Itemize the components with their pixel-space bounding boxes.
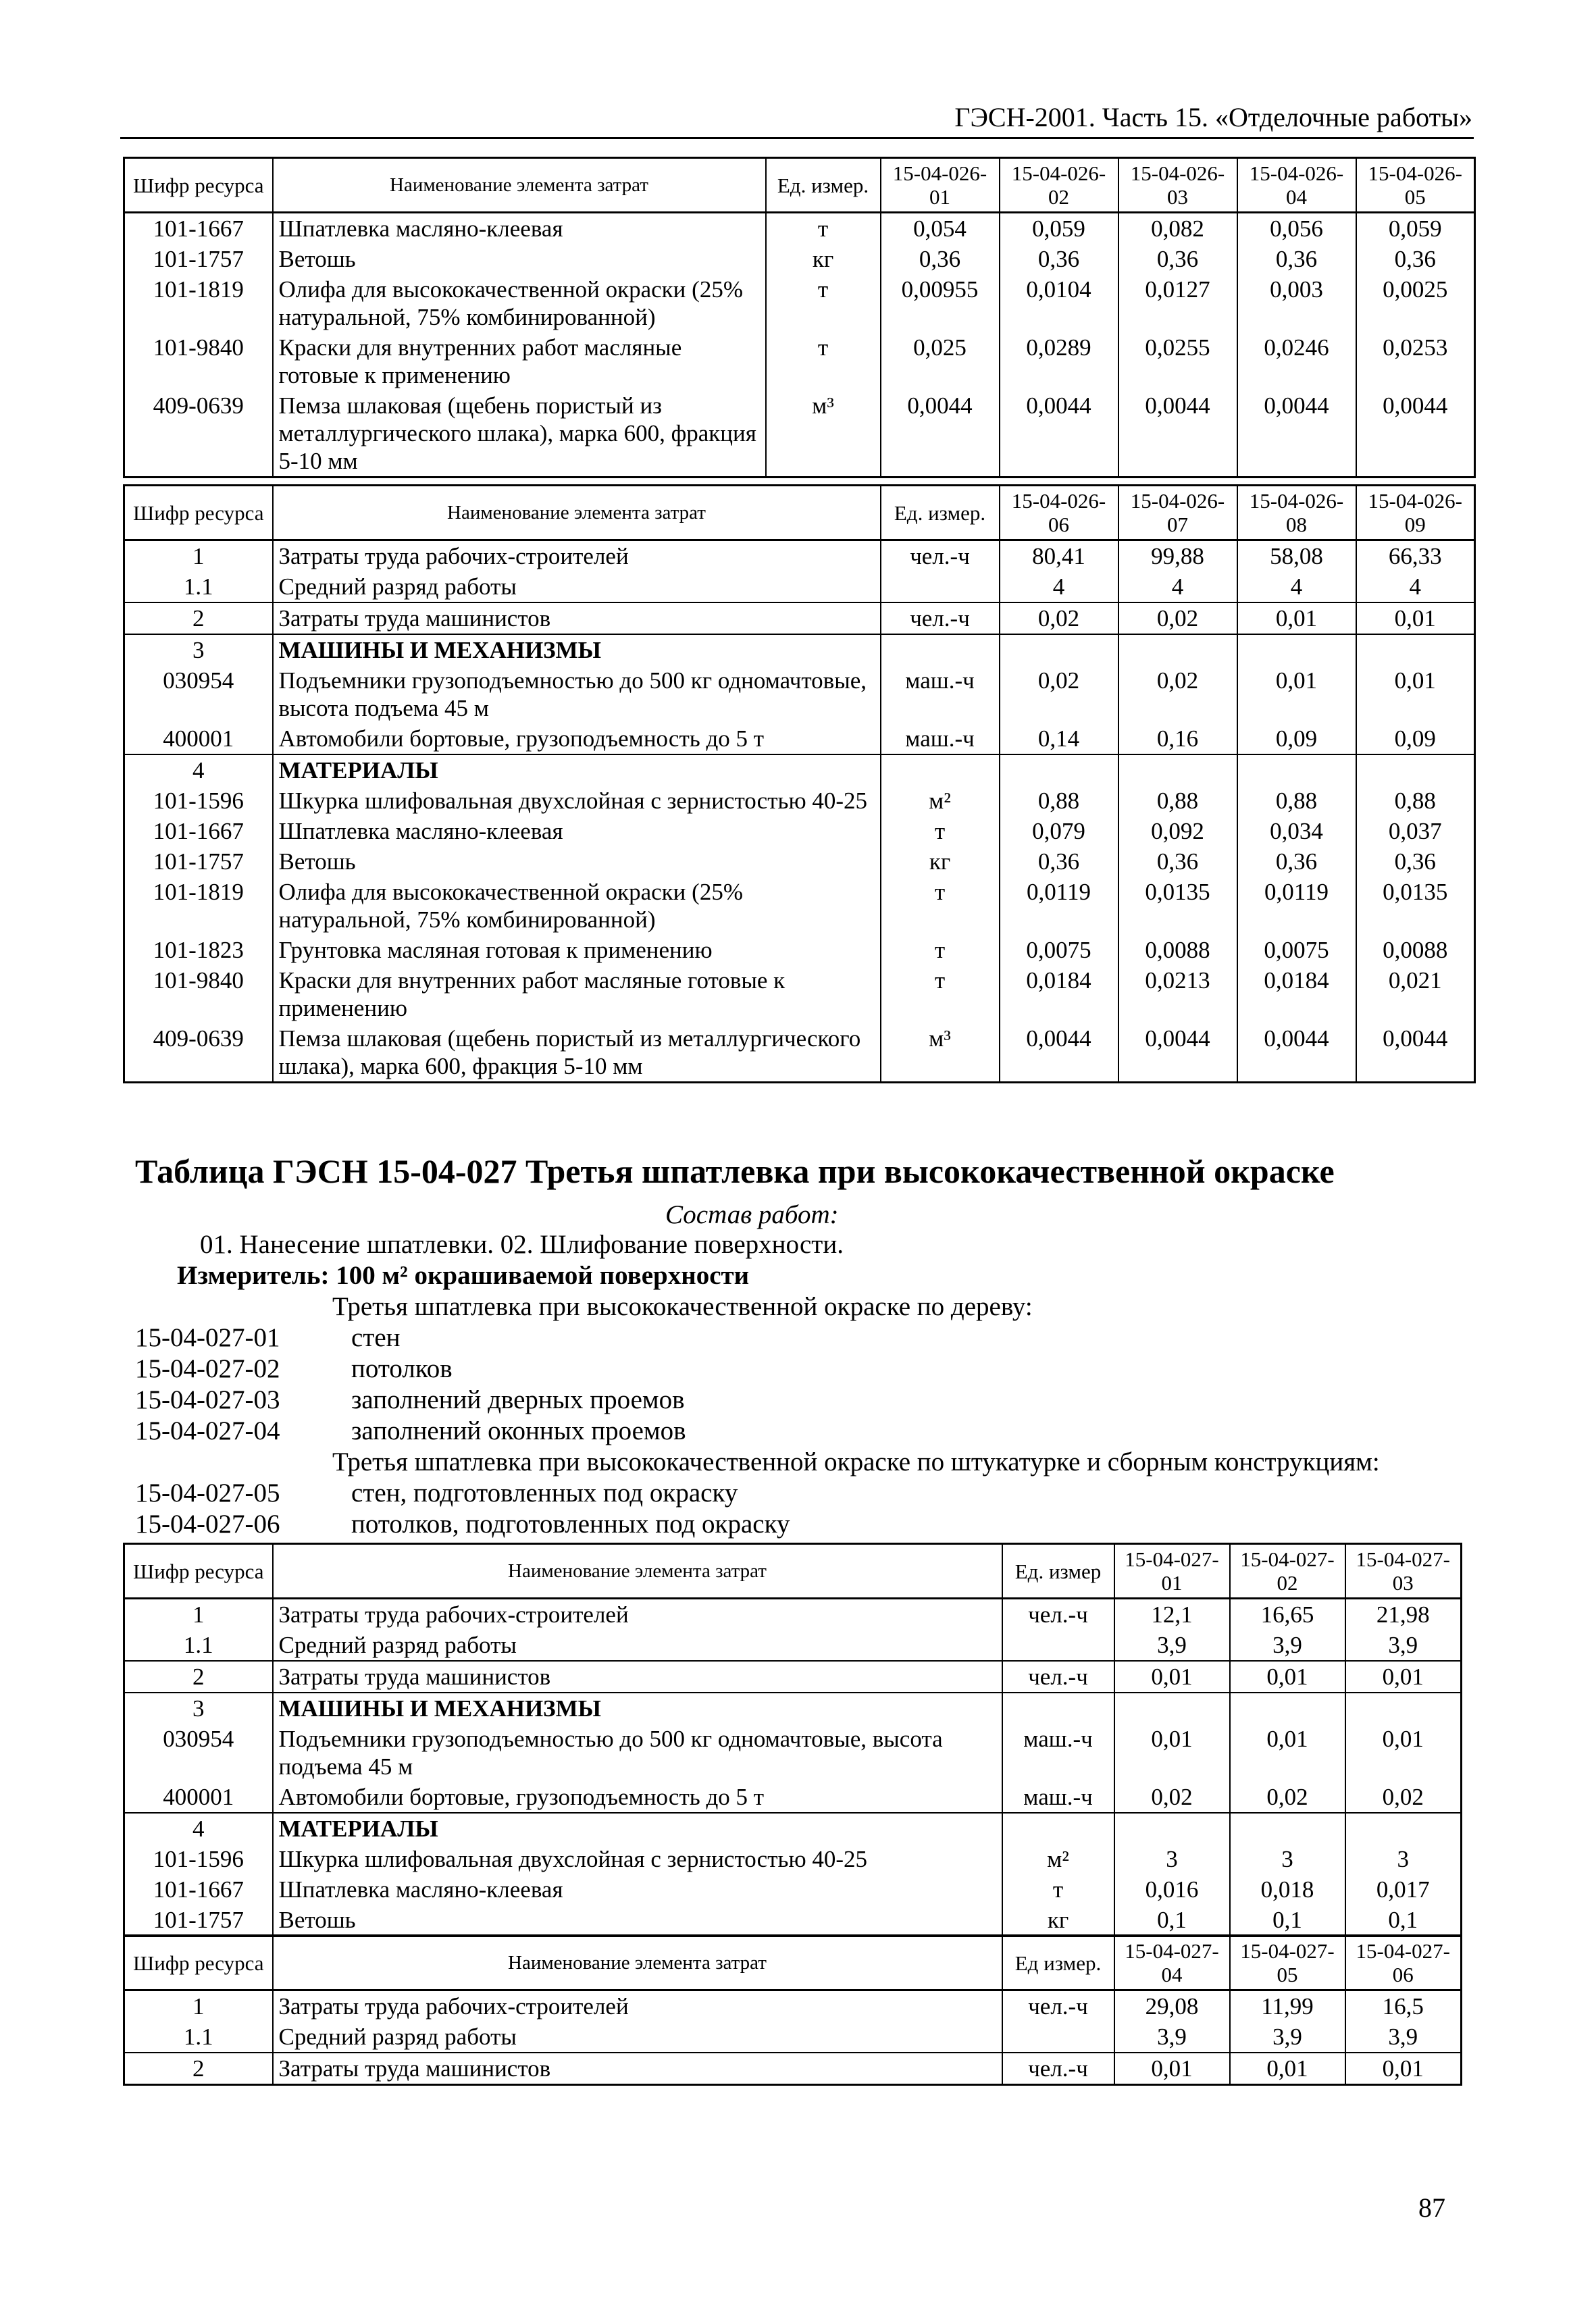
resource-code: 101-1757 bbox=[124, 846, 273, 877]
table-row bbox=[124, 2022, 1462, 2053]
resource-name: Шкурка шлифовальная двухслойная с зернистостью 40-25 bbox=[273, 1844, 1002, 1874]
norm-value: 0,01 bbox=[1356, 602, 1475, 634]
resource-unit: т bbox=[881, 877, 1000, 935]
norm-value: 0,0135 bbox=[1118, 877, 1237, 935]
resource-unit: маш.-ч bbox=[1002, 1782, 1114, 1813]
table-row bbox=[124, 213, 1475, 245]
norm-value: 0,0044 bbox=[881, 390, 1000, 478]
norm-value: 0,0075 bbox=[1000, 935, 1118, 965]
norm-value: 0,054 bbox=[881, 213, 1000, 245]
norm-code: 15-04-027-02 bbox=[135, 1354, 280, 1383]
table-row bbox=[124, 1661, 1462, 1693]
norm-value: 0,01 bbox=[1345, 2053, 1462, 2085]
section-heading: МАТЕРИАЛЫ bbox=[273, 1813, 1002, 1844]
col-header-norm: 15-04-026-03 bbox=[1118, 158, 1237, 213]
norm-value: 16,65 bbox=[1230, 1599, 1345, 1630]
col-header-name: Наименование элемента затрат bbox=[273, 1936, 1002, 1990]
col-header-norm: 15-04-026-09 bbox=[1356, 486, 1475, 540]
norm-value: 0,0025 bbox=[1356, 274, 1475, 332]
table-section-row bbox=[124, 754, 1475, 786]
resource-code: 101-1596 bbox=[124, 1844, 273, 1874]
norm-value: 66,33 bbox=[1356, 540, 1475, 572]
norm-code: 15-04-027-05 bbox=[135, 1479, 280, 1508]
norm-value: 0,0184 bbox=[1000, 965, 1118, 1023]
table-row bbox=[124, 1874, 1462, 1905]
norm-value: 0,01 bbox=[1345, 1661, 1462, 1693]
resource-name: Затраты труда машинистов bbox=[273, 1661, 1002, 1693]
norm-value: 80,41 bbox=[1000, 540, 1118, 572]
resource-name: Затраты труда машинистов bbox=[273, 2053, 1002, 2085]
norm-value: 0,0246 bbox=[1237, 332, 1356, 390]
norm-value: 0,082 bbox=[1118, 213, 1237, 245]
norm-value: 0,36 bbox=[1118, 846, 1237, 877]
resource-code: 3 bbox=[124, 634, 273, 665]
norm-value: 0,092 bbox=[1118, 816, 1237, 846]
resource-unit: м² bbox=[881, 786, 1000, 816]
resource-table-027-01-03 bbox=[123, 1543, 1462, 1937]
col-header-unit: Ед. измер bbox=[1002, 1544, 1114, 1599]
norm-value: 0,36 bbox=[1000, 244, 1118, 274]
col-header-code: Шифр ресурса bbox=[124, 1544, 273, 1599]
resource-unit: кг bbox=[881, 846, 1000, 877]
norm-value: 3,9 bbox=[1114, 1630, 1230, 1661]
resource-name: Затраты труда рабочих-строителей bbox=[273, 540, 881, 572]
resource-code: 101-9840 bbox=[124, 332, 273, 390]
table-row bbox=[124, 540, 1475, 572]
norm-value: 0,36 bbox=[1237, 244, 1356, 274]
norm-value: 0,0119 bbox=[1000, 877, 1118, 935]
resource-name: Шпатлевка масляно-клеевая bbox=[273, 816, 881, 846]
resource-unit: кг bbox=[766, 244, 881, 274]
norm-code: 15-04-027-03 bbox=[135, 1385, 280, 1414]
resource-name: Затраты труда рабочих-строителей bbox=[273, 1990, 1002, 2022]
resource-table-026-01-05 bbox=[123, 157, 1476, 478]
resource-unit: м³ bbox=[881, 1023, 1000, 1083]
col-header-norm: 15-04-027-03 bbox=[1345, 1544, 1462, 1599]
norm-value: 0,0044 bbox=[1000, 1023, 1118, 1083]
col-header-norm: 15-04-026-08 bbox=[1237, 486, 1356, 540]
norm-value: 0,1 bbox=[1345, 1905, 1462, 1936]
norm-value: 0,0119 bbox=[1237, 877, 1356, 935]
norm-value: 0,037 bbox=[1356, 816, 1475, 846]
norm-value: 0,36 bbox=[1118, 244, 1237, 274]
norm-code: 15-04-027-04 bbox=[135, 1416, 280, 1445]
table-section-row bbox=[124, 1693, 1462, 1724]
table-row bbox=[124, 1905, 1462, 1936]
norm-value: 11,99 bbox=[1230, 1990, 1345, 2022]
col-header-name: Наименование элемента затрат bbox=[273, 486, 881, 540]
resource-name: Шкурка шлифовальная двухслойная с зернистостью 40-25 bbox=[273, 786, 881, 816]
norm-value: 0,01 bbox=[1237, 665, 1356, 723]
norm-value: 0,01 bbox=[1345, 1724, 1462, 1782]
resource-unit: т bbox=[766, 213, 881, 245]
norm-value: 0,0075 bbox=[1237, 935, 1356, 965]
resource-code: 101-1757 bbox=[124, 244, 273, 274]
table-row bbox=[124, 274, 1475, 332]
norm-value: 0,034 bbox=[1237, 816, 1356, 846]
norm-value: 21,98 bbox=[1345, 1599, 1462, 1630]
norm-value: 0,88 bbox=[1118, 786, 1237, 816]
table-row bbox=[124, 723, 1475, 754]
table-row bbox=[124, 1724, 1462, 1782]
norm-value: 3,9 bbox=[1114, 2022, 1230, 2053]
col-header-unit: Ед. измер. bbox=[766, 158, 881, 213]
resource-unit: чел.-ч bbox=[881, 540, 1000, 572]
group-heading-plaster: Третья шпатлевка при высококачественной окраске по штукатурке и сборным конструкциям: bbox=[332, 1447, 1380, 1476]
section-heading: МАШИНЫ И МЕХАНИЗМЫ bbox=[273, 634, 881, 665]
table-row bbox=[124, 332, 1475, 390]
norm-value: 0,36 bbox=[1237, 846, 1356, 877]
resource-unit: чел.-ч bbox=[1002, 1990, 1114, 2022]
norm-value: 29,08 bbox=[1114, 1990, 1230, 2022]
resource-code: 101-1757 bbox=[124, 1905, 273, 1936]
norm-value: 0,017 bbox=[1345, 1874, 1462, 1905]
resource-name: Средний разряд работы bbox=[273, 2022, 1002, 2053]
resource-name: Краски для внутренних работ масляные готовые к применению bbox=[273, 965, 881, 1023]
resource-code: 4 bbox=[124, 1813, 273, 1844]
table-row bbox=[124, 665, 1475, 723]
norm-value: 0,0289 bbox=[1000, 332, 1118, 390]
resource-table-026-06-09 bbox=[123, 484, 1476, 1083]
norm-value: 0,0044 bbox=[1356, 390, 1475, 478]
norm-value: 0,025 bbox=[881, 332, 1000, 390]
resource-unit: маш.-ч bbox=[1002, 1724, 1114, 1782]
norm-value: 0,36 bbox=[1356, 244, 1475, 274]
col-header-norm: 15-04-026-01 bbox=[881, 158, 1000, 213]
resource-unit: кг bbox=[1002, 1905, 1114, 1936]
table-row bbox=[124, 786, 1475, 816]
norm-value: 0,01 bbox=[1114, 1724, 1230, 1782]
norm-code: 15-04-027-06 bbox=[135, 1510, 280, 1539]
norm-value: 0,02 bbox=[1114, 1782, 1230, 1813]
table-row bbox=[124, 1023, 1475, 1083]
norm-value: 0,14 bbox=[1000, 723, 1118, 754]
section-heading: МАШИНЫ И МЕХАНИЗМЫ bbox=[273, 1693, 1002, 1724]
resource-name: Олифа для высококачественной окраски (25% натуральной, 75% комбинированной) bbox=[273, 274, 766, 332]
resource-unit: м³ bbox=[766, 390, 881, 478]
norm-value: 0,0104 bbox=[1000, 274, 1118, 332]
resource-name: Ветошь bbox=[273, 846, 881, 877]
resource-name: Затраты труда рабочих-строителей bbox=[273, 1599, 1002, 1630]
table-row bbox=[124, 935, 1475, 965]
resource-unit: т bbox=[881, 816, 1000, 846]
work-operations: 01. Нанесение шпатлевки. 02. Шлифование поверхности. bbox=[200, 1230, 844, 1259]
norm-value: 16,5 bbox=[1345, 1990, 1462, 2022]
table-row bbox=[124, 571, 1475, 602]
resource-code: 2 bbox=[124, 1661, 273, 1693]
table-row bbox=[124, 1990, 1462, 2022]
norm-value: 0,0253 bbox=[1356, 332, 1475, 390]
norm-value: 3 bbox=[1230, 1844, 1345, 1874]
page-number: 87 bbox=[1418, 2192, 1445, 2223]
resource-unit: чел.-ч bbox=[881, 602, 1000, 634]
norm-value: 0,09 bbox=[1237, 723, 1356, 754]
norm-value: 0,01 bbox=[1230, 2053, 1345, 2085]
norm-value: 0,003 bbox=[1237, 274, 1356, 332]
resource-code: 4 bbox=[124, 754, 273, 786]
col-header-norm: 15-04-026-04 bbox=[1237, 158, 1356, 213]
norm-value: 0,01 bbox=[1237, 602, 1356, 634]
resource-code: 101-1667 bbox=[124, 1874, 273, 1905]
resource-unit: т bbox=[1002, 1874, 1114, 1905]
norm-description: потолков, подготовленных под окраску bbox=[351, 1510, 790, 1539]
resource-code: 3 bbox=[124, 1693, 273, 1724]
norm-value: 0,36 bbox=[1356, 846, 1475, 877]
resource-name: Шпатлевка масляно-клеевая bbox=[273, 1874, 1002, 1905]
norm-code: 15-04-027-01 bbox=[135, 1323, 280, 1352]
col-header-norm: 15-04-027-06 bbox=[1345, 1936, 1462, 1990]
col-header-norm: 15-04-027-02 bbox=[1230, 1544, 1345, 1599]
norm-value: 0,36 bbox=[881, 244, 1000, 274]
table-row bbox=[124, 1599, 1462, 1630]
resource-name: Ветошь bbox=[273, 1905, 1002, 1936]
norm-description: заполнений оконных проемов bbox=[351, 1416, 686, 1445]
norm-value: 99,88 bbox=[1118, 540, 1237, 572]
resource-code: 1 bbox=[124, 1990, 273, 2022]
col-header-unit: Ед измер. bbox=[1002, 1936, 1114, 1990]
col-header-code: Шифр ресурса bbox=[124, 158, 273, 213]
resource-name: Шпатлевка масляно-клеевая bbox=[273, 213, 766, 245]
col-header-norm: 15-04-026-05 bbox=[1356, 158, 1475, 213]
resource-unit bbox=[881, 571, 1000, 602]
norm-value: 0,0255 bbox=[1118, 332, 1237, 390]
resource-unit: чел.-ч bbox=[1002, 2053, 1114, 2085]
resource-code: 101-1823 bbox=[124, 935, 273, 965]
norm-value: 0,0127 bbox=[1118, 274, 1237, 332]
col-header-norm: 15-04-027-05 bbox=[1230, 1936, 1345, 1990]
work-composition-label: Состав работ: bbox=[665, 1200, 839, 1229]
norm-value: 0,079 bbox=[1000, 816, 1118, 846]
norm-value: 3,9 bbox=[1345, 2022, 1462, 2053]
norm-value: 0,02 bbox=[1118, 665, 1237, 723]
table-row bbox=[124, 846, 1475, 877]
col-header-norm: 15-04-027-04 bbox=[1114, 1936, 1230, 1990]
resource-table-027-04-06 bbox=[123, 1934, 1462, 2086]
norm-value: 0,36 bbox=[1000, 846, 1118, 877]
resource-name: Автомобили бортовые, грузоподъемность до 5 т bbox=[273, 1782, 1002, 1813]
norm-value: 0,01 bbox=[1114, 2053, 1230, 2085]
resource-code: 400001 bbox=[124, 1782, 273, 1813]
running-header: ГЭСН-2001. Часть 15. «Отделочные работы» bbox=[954, 102, 1472, 132]
resource-code: 1 bbox=[124, 1599, 273, 1630]
norm-value: 3 bbox=[1114, 1844, 1230, 1874]
resource-name: Грунтовка масляная готовая к применению bbox=[273, 935, 881, 965]
resource-code: 409-0639 bbox=[124, 1023, 273, 1083]
resource-code: 030954 bbox=[124, 1724, 273, 1782]
group-heading-wood: Третья шпатлевка при высококачественной окраске по дереву: bbox=[332, 1292, 1033, 1321]
norm-description: потолков bbox=[351, 1354, 453, 1383]
norm-value: 0,02 bbox=[1230, 1782, 1345, 1813]
resource-unit: маш.-ч bbox=[881, 723, 1000, 754]
norm-value: 0,0088 bbox=[1356, 935, 1475, 965]
resource-code: 101-1819 bbox=[124, 877, 273, 935]
norm-value: 58,08 bbox=[1237, 540, 1356, 572]
norm-value: 4 bbox=[1356, 571, 1475, 602]
norm-value: 0,02 bbox=[1000, 602, 1118, 634]
resource-code: 101-1667 bbox=[124, 213, 273, 245]
norm-value: 0,00955 bbox=[881, 274, 1000, 332]
resource-code: 2 bbox=[124, 2053, 273, 2085]
norm-value: 0,01 bbox=[1230, 1661, 1345, 1693]
norm-value: 12,1 bbox=[1114, 1599, 1230, 1630]
norm-value: 0,059 bbox=[1000, 213, 1118, 245]
resource-name: Олифа для высококачественной окраски (25% натуральной, 75% комбинированной) bbox=[273, 877, 881, 935]
resource-unit: т bbox=[881, 965, 1000, 1023]
resource-unit: т bbox=[766, 332, 881, 390]
table-row bbox=[124, 1782, 1462, 1813]
norm-value: 0,0135 bbox=[1356, 877, 1475, 935]
resource-unit: м² bbox=[1002, 1844, 1114, 1874]
resource-unit: т bbox=[766, 274, 881, 332]
norm-value: 0,018 bbox=[1230, 1874, 1345, 1905]
resource-unit: чел.-ч bbox=[1002, 1599, 1114, 1630]
table-section-row bbox=[124, 634, 1475, 665]
norm-value: 3,9 bbox=[1230, 2022, 1345, 2053]
norm-value: 0,1 bbox=[1114, 1905, 1230, 1936]
resource-name: Средний разряд работы bbox=[273, 571, 881, 602]
resource-name: Средний разряд работы bbox=[273, 1630, 1002, 1661]
norm-value: 0,1 bbox=[1230, 1905, 1345, 1936]
norm-value: 3 bbox=[1345, 1844, 1462, 1874]
resource-unit: чел.-ч bbox=[1002, 1661, 1114, 1693]
resource-code: 101-1667 bbox=[124, 816, 273, 846]
norm-description: заполнений дверных проемов bbox=[351, 1385, 685, 1414]
resource-code: 101-9840 bbox=[124, 965, 273, 1023]
table-row bbox=[124, 965, 1475, 1023]
resource-code: 1.1 bbox=[124, 1630, 273, 1661]
col-header-norm: 15-04-026-06 bbox=[1000, 486, 1118, 540]
table-row bbox=[124, 244, 1475, 274]
norm-value: 0,01 bbox=[1114, 1661, 1230, 1693]
table-row bbox=[124, 390, 1475, 478]
norm-value: 3,9 bbox=[1345, 1630, 1462, 1661]
norm-value: 0,88 bbox=[1237, 786, 1356, 816]
norm-value: 4 bbox=[1118, 571, 1237, 602]
resource-code: 1.1 bbox=[124, 2022, 273, 2053]
col-header-norm: 15-04-026-02 bbox=[1000, 158, 1118, 213]
resource-code: 1 bbox=[124, 540, 273, 572]
resource-unit: маш.-ч bbox=[881, 665, 1000, 723]
resource-code: 030954 bbox=[124, 665, 273, 723]
col-header-name: Наименование элемента затрат bbox=[273, 1544, 1002, 1599]
header-rule bbox=[120, 137, 1474, 139]
table-row bbox=[124, 1844, 1462, 1874]
norm-value: 0,0044 bbox=[1237, 390, 1356, 478]
norm-value: 0,0213 bbox=[1118, 965, 1237, 1023]
norm-value: 4 bbox=[1000, 571, 1118, 602]
norm-value: 0,88 bbox=[1000, 786, 1118, 816]
resource-code: 101-1596 bbox=[124, 786, 273, 816]
col-header-unit: Ед. измер. bbox=[881, 486, 1000, 540]
resource-name: Затраты труда машинистов bbox=[273, 602, 881, 634]
norm-value: 4 bbox=[1237, 571, 1356, 602]
resource-name: Пемза шлаковая (щебень пористый из металлургического шлака), марка 600, фракция 5-10 мм bbox=[273, 390, 766, 478]
norm-value: 0,016 bbox=[1114, 1874, 1230, 1905]
norm-value: 0,0044 bbox=[1237, 1023, 1356, 1083]
norm-value: 0,021 bbox=[1356, 965, 1475, 1023]
measure-unit: Измеритель: 100 м² окрашиваемой поверхности bbox=[177, 1261, 750, 1290]
norm-value: 0,16 bbox=[1118, 723, 1237, 754]
norm-value: 0,01 bbox=[1356, 665, 1475, 723]
resource-code: 409-0639 bbox=[124, 390, 273, 478]
norm-value: 0,01 bbox=[1230, 1724, 1345, 1782]
table-row bbox=[124, 602, 1475, 634]
resource-code: 1.1 bbox=[124, 571, 273, 602]
col-header-norm: 15-04-026-07 bbox=[1118, 486, 1237, 540]
norm-value: 0,02 bbox=[1000, 665, 1118, 723]
resource-name: Краски для внутренних работ масляные готовые к применению bbox=[273, 332, 766, 390]
norm-value: 0,0184 bbox=[1237, 965, 1356, 1023]
resource-name: Подъемники грузоподъемностью до 500 кг одномачтовые, высота подъема 45 м bbox=[273, 1724, 1002, 1782]
norm-value: 0,02 bbox=[1345, 1782, 1462, 1813]
norm-value: 0,09 bbox=[1356, 723, 1475, 754]
norm-value: 0,88 bbox=[1356, 786, 1475, 816]
norm-value: 3,9 bbox=[1230, 1630, 1345, 1661]
norm-value: 0,0044 bbox=[1000, 390, 1118, 478]
col-header-norm: 15-04-027-01 bbox=[1114, 1544, 1230, 1599]
resource-unit bbox=[1002, 1630, 1114, 1661]
resource-unit bbox=[1002, 2022, 1114, 2053]
resource-unit: т bbox=[881, 935, 1000, 965]
table-row bbox=[124, 816, 1475, 846]
col-header-code: Шифр ресурса bbox=[124, 486, 273, 540]
col-header-code: Шифр ресурса bbox=[124, 1936, 273, 1990]
resource-name: Пемза шлаковая (щебень пористый из металлургического шлака), марка 600, фракция 5-10 мм bbox=[273, 1023, 881, 1083]
norm-description: стен, подготовленных под окраску bbox=[351, 1479, 738, 1508]
resource-code: 2 bbox=[124, 602, 273, 634]
table-row bbox=[124, 877, 1475, 935]
resource-name: Автомобили бортовые, грузоподъемность до 5 т bbox=[273, 723, 881, 754]
norm-value: 0,02 bbox=[1118, 602, 1237, 634]
table-section-row bbox=[124, 1813, 1462, 1844]
norm-value: 0,0044 bbox=[1118, 1023, 1237, 1083]
norm-value: 0,0088 bbox=[1118, 935, 1237, 965]
section-heading: МАТЕРИАЛЫ bbox=[273, 754, 881, 786]
resource-name: Подъемники грузоподъемностью до 500 кг одномачтовые, высота подъема 45 м bbox=[273, 665, 881, 723]
norm-value: 0,0044 bbox=[1356, 1023, 1475, 1083]
norm-value: 0,0044 bbox=[1118, 390, 1237, 478]
col-header-name: Наименование элемента затрат bbox=[273, 158, 766, 213]
table-title: Таблица ГЭСН 15-04-027 Третья шпатлевка при высококачественной окраске bbox=[135, 1152, 1335, 1190]
table-row bbox=[124, 2053, 1462, 2085]
table-row bbox=[124, 1630, 1462, 1661]
norm-value: 0,056 bbox=[1237, 213, 1356, 245]
resource-code: 400001 bbox=[124, 723, 273, 754]
norm-description: стен bbox=[351, 1323, 401, 1352]
resource-name: Ветошь bbox=[273, 244, 766, 274]
resource-code: 101-1819 bbox=[124, 274, 273, 332]
norm-value: 0,059 bbox=[1356, 213, 1475, 245]
